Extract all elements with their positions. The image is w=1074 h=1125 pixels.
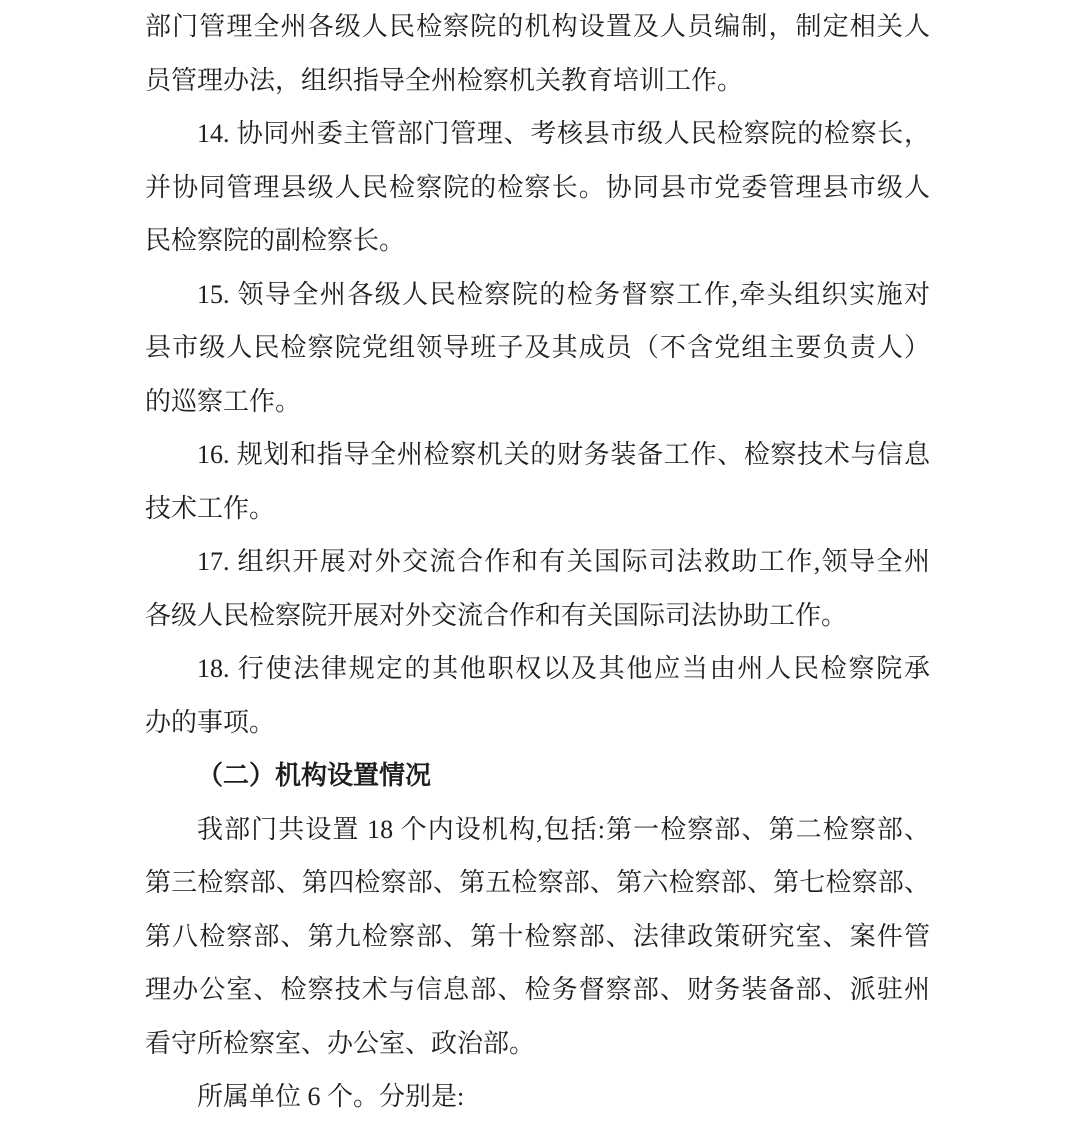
document-line: 各级人民检察院开展对外交流合作和有关国际司法协助工作。 (145, 600, 848, 630)
document-line: 部门管理全州各级人民检察院的机构设置及人员编制，制定相关人 (145, 12, 930, 41)
document-line: 并协同管理县级人民检察院的检察长。协同县市党委管理县市级人 (145, 172, 930, 202)
document-line: 第八检察部、第九检察部、第十检察部、法律政策研究室、案件管 (145, 921, 930, 951)
document-line: 技术工作。 (145, 493, 276, 523)
document-line: 的巡察工作。 (145, 386, 302, 416)
document-line: 民检察院的副检察长。 (145, 226, 406, 255)
document-line: 县市级人民检察院党组领导班子及其成员（不含党组主要负责人） (145, 333, 930, 362)
document-line: 第三检察部、第四检察部、第五检察部、第六检察部、第七检察部、 (145, 868, 930, 897)
document-line: 办的事项。 (145, 707, 276, 737)
document-line: 我部门共设置 18 个内设机构,包括:第一检察部、第二检察部、 (197, 814, 930, 844)
document-line: 16. 规划和指导全州检察机关的财务装备工作、检察技术与信息 (197, 440, 930, 469)
document-line: 18. 行使法律规定的其他职权以及其他应当由州人民检察院承 (197, 654, 930, 683)
document-line: 17. 组织开展对外交流合作和有关国际司法救助工作,领导全州 (197, 547, 930, 576)
document-line: 14. 协同州委主管部门管理、考核县市级人民检察院的检察长， (197, 119, 930, 148)
document-line: 看守所检察室、办公室、政治部。 (145, 1028, 536, 1058)
document-line: 15. 领导全州各级人民检察院的检务督察工作,牵头组织实施对 (197, 279, 930, 309)
document-line: 员管理办法，组织指导全州检察机关教育培训工作。 (145, 65, 744, 95)
document-line: 理办公室、检察技术与信息部、检务督察部、财务装备部、派驻州 (145, 975, 930, 1004)
document-line: 所属单位 6 个。分别是: (197, 1082, 465, 1111)
section-heading: （二）机构设置情况 (197, 761, 432, 790)
